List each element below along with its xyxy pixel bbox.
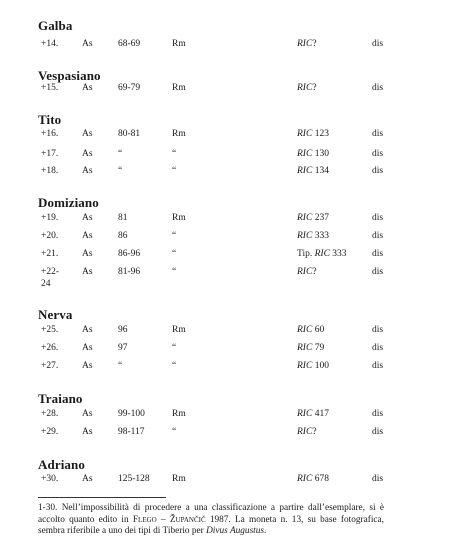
status: dis: [372, 39, 384, 49]
table-row: [0, 38, 458, 52]
catalog-number: +19.: [41, 213, 59, 223]
ric-number: 333: [312, 231, 329, 241]
ric-number: 100: [312, 361, 329, 371]
table-row: [0, 148, 458, 162]
table-row: [0, 342, 458, 356]
catalog-number: +26.: [41, 343, 59, 353]
denomination: As: [82, 83, 93, 93]
mint: “: [172, 166, 177, 176]
table-row: [0, 324, 458, 338]
ric-number: 134: [312, 166, 329, 176]
status: dis: [372, 343, 384, 353]
date-range: 69-79: [118, 83, 141, 93]
denomination: As: [82, 149, 93, 159]
denomination: As: [82, 409, 93, 419]
ric-reference: [297, 38, 317, 50]
section-heading: Nerva: [38, 307, 73, 322]
ric-label: RIC: [314, 249, 330, 259]
catalog-number: +22- 24: [41, 267, 60, 289]
ric-number: 79: [312, 343, 325, 353]
ric-reference: [297, 230, 329, 242]
ric-label: RIC: [297, 213, 313, 223]
denomination: As: [82, 129, 93, 139]
mint: “: [172, 149, 177, 159]
denomination: As: [82, 343, 93, 353]
date-range: 80-81: [118, 129, 141, 139]
catalog-number: +20.: [41, 231, 59, 241]
ric-number: 123: [312, 129, 329, 139]
date-range: 81-96: [118, 267, 141, 277]
footnote: [38, 503, 384, 538]
catalog-number: +30.: [41, 474, 59, 484]
date-range: “: [118, 166, 123, 176]
denomination: As: [82, 39, 93, 49]
ric-label: RIC: [297, 129, 313, 139]
ric-reference: [297, 82, 317, 94]
status: dis: [372, 267, 384, 277]
mint: Rm: [172, 409, 186, 419]
table-row: [0, 212, 458, 226]
ric-reference: [297, 426, 317, 438]
denomination: As: [82, 427, 93, 437]
status: dis: [372, 325, 384, 335]
ric-number: 417: [312, 409, 329, 419]
table-row: [0, 248, 458, 262]
ric-label: RIC: [297, 343, 313, 353]
denomination: As: [82, 325, 93, 335]
date-range: “: [118, 149, 123, 159]
status: dis: [372, 231, 384, 241]
catalog-number: +27.: [41, 361, 59, 371]
footnote-rule: [38, 497, 166, 498]
ric-number: 237: [312, 213, 329, 223]
mint: Rm: [172, 129, 186, 139]
date-range: “: [118, 361, 123, 371]
catalog-number: +28.: [41, 409, 59, 419]
table-row: [0, 426, 458, 440]
date-range: 86-96: [118, 249, 141, 259]
status: dis: [372, 249, 384, 259]
mint: “: [172, 361, 177, 371]
footnote-text: .: [264, 526, 267, 537]
ric-label: RIC: [297, 474, 313, 484]
table-row: [0, 266, 458, 292]
catalog-number: +18.: [41, 166, 59, 176]
ric-label: RIC: [297, 325, 313, 335]
date-range: 97: [118, 343, 128, 353]
denomination: As: [82, 166, 93, 176]
ric-reference: [297, 324, 324, 336]
date-range: 81: [118, 213, 128, 223]
ric-reference: [297, 212, 329, 224]
ric-number: 60: [312, 325, 325, 335]
ric-number: ?: [312, 427, 317, 437]
section-heading: Domiziano: [38, 195, 99, 210]
ric-label: RIC: [297, 361, 313, 371]
table-row: [0, 360, 458, 374]
date-range: 98-117: [118, 427, 145, 437]
mint: Rm: [172, 474, 186, 484]
mint: “: [172, 231, 177, 241]
table-row: [0, 473, 458, 487]
table-row: [0, 230, 458, 244]
footnote-author: Župančič: [169, 514, 206, 525]
footnote-italic: Divus Augustus: [206, 526, 265, 537]
status: dis: [372, 149, 384, 159]
footnote-author: Flego: [132, 514, 157, 525]
ric-label: RIC: [297, 427, 313, 437]
date-range: 96: [118, 325, 128, 335]
ric-reference: [297, 360, 329, 372]
mint: Rm: [172, 325, 186, 335]
status: dis: [372, 129, 384, 139]
denomination: As: [82, 361, 93, 371]
denomination: As: [82, 231, 93, 241]
status: dis: [372, 474, 384, 484]
ric-label: RIC: [297, 39, 313, 49]
ric-reference: [297, 128, 329, 140]
ric-prefix: Tip.: [297, 249, 315, 259]
denomination: As: [82, 474, 93, 484]
footnote-separator: –: [156, 514, 170, 525]
status: dis: [372, 166, 384, 176]
date-range: 68-69: [118, 39, 141, 49]
catalog-number: +16.: [41, 129, 59, 139]
ric-number: ?: [312, 83, 317, 93]
denomination: As: [82, 249, 93, 259]
ric-label: RIC: [297, 83, 313, 93]
status: dis: [372, 409, 384, 419]
ric-label: RIC: [297, 409, 313, 419]
mint: Rm: [172, 213, 186, 223]
ric-reference: [297, 248, 347, 260]
ric-reference: [297, 165, 329, 177]
ric-reference: [297, 408, 329, 420]
ric-number: ?: [312, 39, 317, 49]
denomination: As: [82, 267, 93, 277]
status: dis: [372, 213, 384, 223]
footnote-text: 1-30. Nell’impossibilità di procedere a una classificazione a partire dall’esemplare, si è accolto quanto edito in: [38, 503, 384, 525]
ric-reference: [297, 266, 317, 278]
table-row: [0, 82, 458, 96]
mint: Rm: [172, 39, 186, 49]
catalog-number: +25.: [41, 325, 59, 335]
status: dis: [372, 427, 384, 437]
section-heading: Galba: [38, 18, 73, 33]
ric-label: RIC: [297, 267, 313, 277]
status: dis: [372, 83, 384, 93]
section-heading: Traiano: [38, 391, 83, 406]
footnote-text: 1987. La moneta n. 13, su base fotografica, sembra riferibile a uno dei tipi di Tiberio per: [38, 514, 385, 537]
mint: “: [172, 343, 177, 353]
section-heading: Adriano: [38, 457, 85, 472]
status: dis: [372, 361, 384, 371]
ric-number: 333: [329, 249, 347, 259]
ric-reference: [297, 473, 329, 485]
catalog-number: +17.: [41, 149, 59, 159]
mint: “: [172, 427, 177, 437]
section-heading: Tito: [38, 112, 62, 127]
catalog-number: +21.: [41, 249, 59, 259]
mint: “: [172, 249, 177, 259]
ric-reference: [297, 342, 324, 354]
section-heading: Vespasiano: [38, 68, 101, 83]
ric-number: ?: [312, 267, 317, 277]
mint: Rm: [172, 83, 186, 93]
catalog-number: +15.: [41, 83, 59, 93]
mint: “: [172, 267, 177, 277]
ric-number: 678: [312, 474, 329, 484]
ric-reference: [297, 148, 329, 160]
table-row: [0, 408, 458, 422]
ric-label: RIC: [297, 166, 313, 176]
table-row: [0, 128, 458, 142]
ric-number: 130: [312, 149, 329, 159]
denomination: As: [82, 213, 93, 223]
catalog-number: +29.: [41, 427, 59, 437]
date-range: 125-128: [118, 474, 150, 484]
table-row: [0, 165, 458, 179]
ric-label: RIC: [297, 231, 313, 241]
catalog-number: +14.: [41, 39, 59, 49]
date-range: 99-100: [118, 409, 145, 419]
ric-label: RIC: [297, 149, 313, 159]
date-range: 86: [118, 231, 128, 241]
